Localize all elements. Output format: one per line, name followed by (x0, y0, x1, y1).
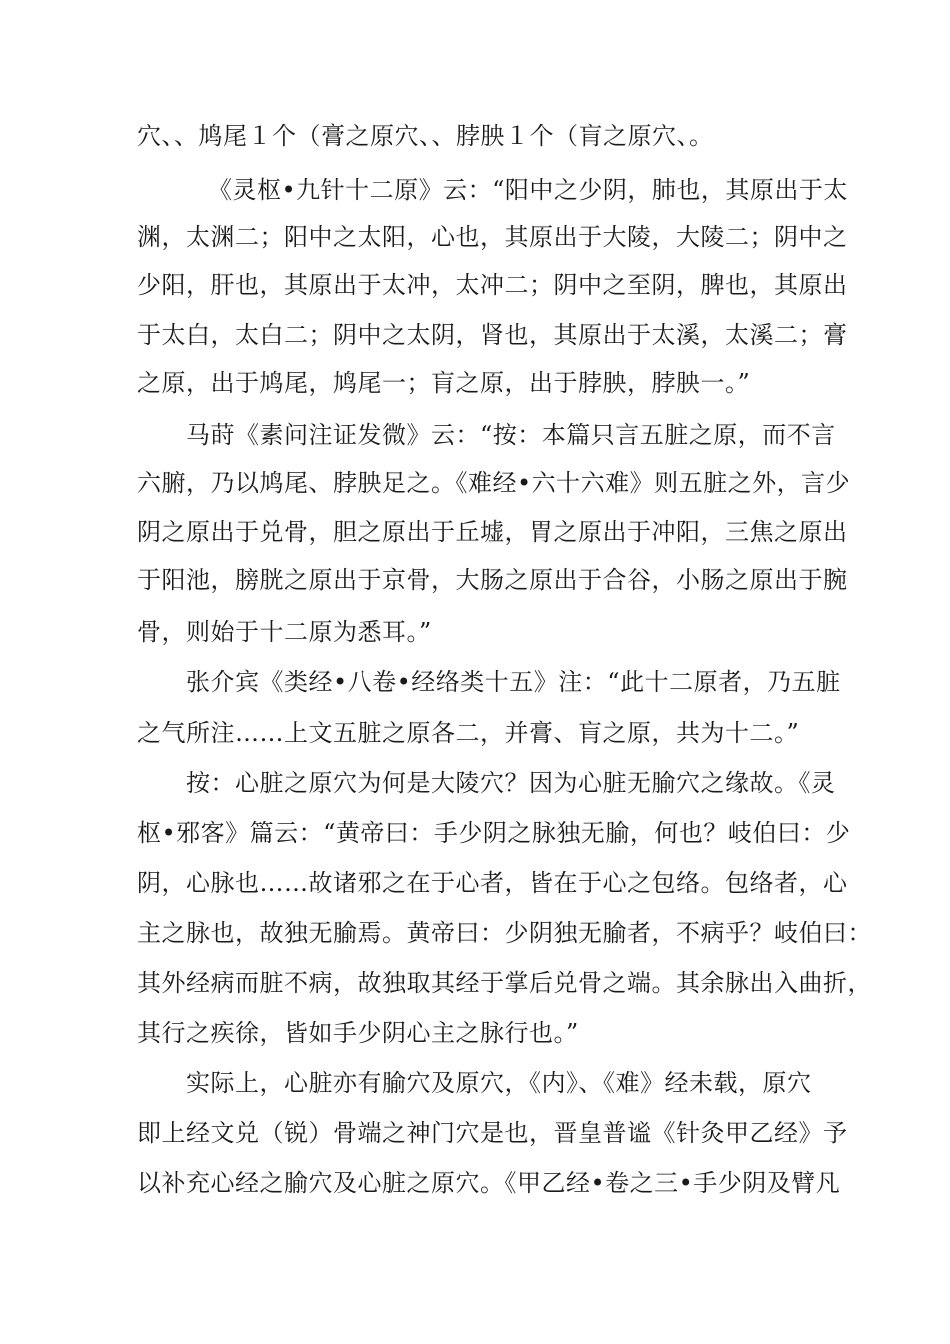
text-line: 阴之原出于兑骨，胆之原出于丘墟，胃之原出于冲阳，三焦之原出 (137, 518, 848, 546)
text-line: 于太白，太白二；阴中之太阴，肾也，其原出于太溪，太溪二；膏 (137, 321, 848, 349)
text-line: 穴、、鸠尾１个（膏之原穴、、脖胦１个（肓之原穴、。 (137, 122, 714, 150)
text-line: 以补充心经之腧穴及心脏之原穴。《甲乙经•卷之三•手少阴及臂凡 (137, 1169, 841, 1197)
text-line: 张介宾《类经•八卷•经络类十五》注：“此十二原者，乃五脏 (186, 668, 841, 696)
text-line: 枢•邪客》篇云：“黄帝曰：手少阴之脉独无腧，何也？岐伯曰：少 (137, 819, 851, 847)
text-line: 其行之疾徐，皆如手少阴心主之脉行也。” (137, 1019, 579, 1047)
text-line: 之原，出于鸠尾，鸠尾一；肓之原，出于脖胦，脖胦一。” (137, 369, 751, 397)
text-line: 之气所注……上文五脏之原各二，并膏、肓之原，共为十二。” (137, 719, 800, 747)
text-line: 六腑，乃以鸠尾、脖胦足之。《难经•六十六难》则五脏之外，言少 (137, 469, 851, 497)
text-line: 主之脉也，故独无腧焉。黄帝曰：少阴独无腧者，不病乎？岐伯曰： (137, 919, 872, 947)
text-line: 即上经文兑（锐）骨端之神门穴是也，晋皇普谧《针灸甲乙经》予 (137, 1119, 848, 1147)
text-line: 《灵枢•九针十二原》云：“阳中之少阴，肺也，其原出于太 (208, 176, 848, 204)
text-line: 实际上，心脏亦有腧穴及原穴，《内》、《难》经未载，原穴 (186, 1069, 812, 1097)
text-line: 阴，心脉也……故诸邪之在于心者，皆在于心之包络。包络者，心 (137, 869, 848, 897)
text-line: 骨，则始于十二原为悉耳。” (137, 618, 432, 646)
text-line: 渊，太渊二；阳中之太阳，心也，其原出于大陵，大陵二；阴中之 (137, 223, 848, 251)
text-line: 马莳《素问注证发微》云：“按：本篇只言五脏之原，而不言 (186, 421, 836, 449)
text-line: 其外经病而脏不病，故独取其经于掌后兑骨之端。其余脉出入曲折， (137, 969, 872, 997)
text-line: 少阳，肝也，其原出于太冲，太冲二；阴中之至阴，脾也，其原出 (137, 271, 848, 299)
text-line: 按：心脏之原穴为何是大陵穴？因为心脏无腧穴之缘故。《灵 (186, 769, 836, 797)
text-line: 于阳池，膀胱之原出于京骨，大肠之原出于合谷，小肠之原出于腕 (137, 566, 848, 594)
